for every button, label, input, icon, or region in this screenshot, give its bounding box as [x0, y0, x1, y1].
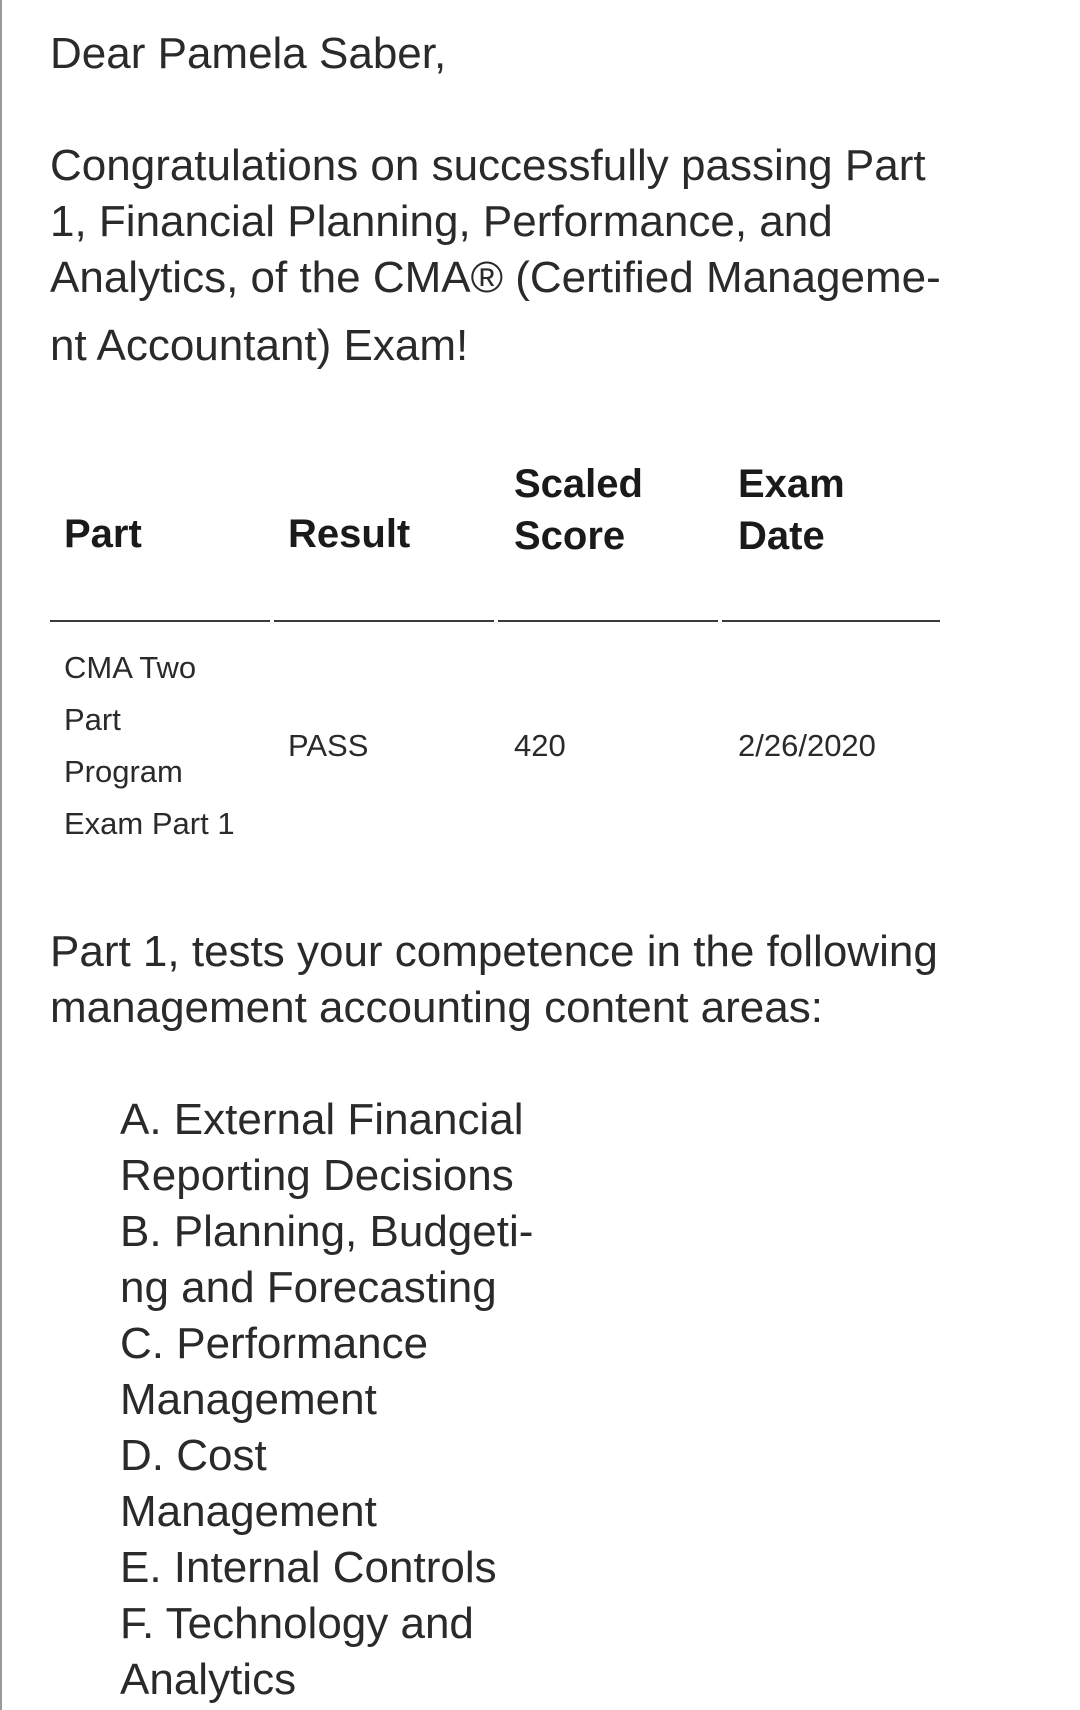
column-header-scaled-score — [514, 458, 643, 562]
cell-part-line: CMA Two — [64, 650, 197, 685]
left-border — [0, 0, 2, 1710]
list-item-line: E. Internal Controls — [120, 1543, 497, 1592]
cell-part-line: Part — [64, 702, 121, 737]
column-header-scaled-score-line: Scaled — [514, 462, 643, 506]
cell-scaled-score: 420 — [514, 728, 566, 763]
list-item — [120, 1092, 533, 1204]
header-underline-result — [274, 620, 494, 622]
cell-part-line: Exam Part 1 — [64, 806, 235, 841]
list-item-line: A. External Financial — [120, 1095, 524, 1144]
intro-line: Congratulations on successfully passing Part — [50, 141, 926, 190]
column-header-exam-date-line: Date — [738, 514, 825, 558]
intro-line: 1, Financial Planning, Performance, and — [50, 197, 833, 246]
content-areas-list — [120, 1092, 533, 1708]
list-item-line: Analytics — [120, 1655, 297, 1704]
header-underline-scaled-score — [498, 620, 718, 622]
list-item — [120, 1540, 533, 1596]
list-item-line: Reporting Decisions — [120, 1151, 514, 1200]
header-underline-exam-date — [722, 620, 940, 622]
column-header-result-label: Result — [288, 512, 411, 556]
list-item-line: D. Cost — [120, 1431, 267, 1480]
column-header-result — [288, 508, 410, 560]
list-item-line: F. Technology and — [120, 1599, 474, 1648]
congratulations-paragraph — [50, 138, 941, 374]
list-item-line: C. Performance — [120, 1319, 429, 1368]
list-item-line: B. Planning, Budgeti- — [120, 1207, 534, 1256]
list-item-line: ng and Forecasting — [120, 1263, 497, 1312]
content-areas-intro-line: Part 1, tests your competence in the following — [50, 927, 938, 976]
intro-line: nt Accountant) Exam! — [50, 321, 469, 370]
column-header-part-label: Part — [64, 512, 142, 556]
header-underline-part — [50, 620, 270, 622]
column-header-exam-date — [738, 458, 845, 562]
list-item — [120, 1316, 533, 1428]
content-areas-intro-line: management accounting content areas: — [50, 983, 823, 1032]
column-header-scaled-score-line: Score — [514, 514, 626, 558]
content-areas-intro — [50, 924, 938, 1036]
cell-exam-date: 2/26/2020 — [738, 728, 876, 763]
cell-part — [64, 642, 235, 850]
column-header-exam-date-line: Exam — [738, 462, 845, 506]
cell-part-line: Program — [64, 754, 183, 789]
list-item-line: Management — [120, 1375, 377, 1424]
cell-result: PASS — [288, 728, 369, 763]
list-item — [120, 1204, 533, 1316]
list-item-line: Management — [120, 1487, 377, 1536]
greeting: Dear Pamela Saber, — [50, 29, 447, 78]
list-item — [120, 1428, 533, 1540]
list-item — [120, 1596, 533, 1708]
column-header-part — [64, 482, 142, 560]
intro-line: Analytics, of the CMA® (Certified Manageme- — [50, 253, 941, 302]
